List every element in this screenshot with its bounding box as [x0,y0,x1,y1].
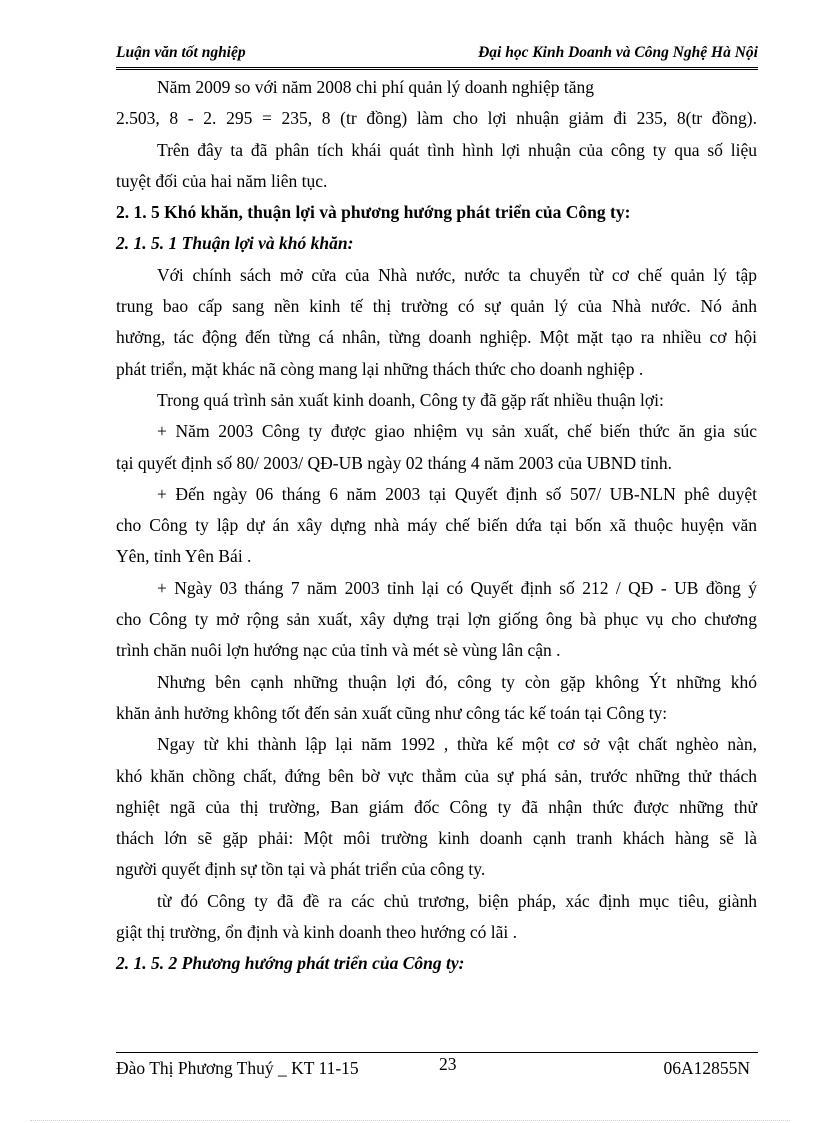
page-number: 23 [439,1054,457,1074]
text-line: cho Công ty mở rộng sản xuất, xây dựng trại lợn giống ông bà phục vụ cho chương [116,609,757,630]
text-line: Ngay từ khi thành lập lại năm 1992 , thừa kế một cơ sở vật chất nghèo nàn, [157,734,757,755]
paragraph-advantages-intro [116,385,757,416]
text-line: Với chính sách mở cửa của Nhà nước, nước ta chuyển từ cơ chế quản lý tập [157,264,757,285]
paragraph-founding-1992 [116,729,757,885]
text-line: + Đến ngày 06 tháng 6 năm 2003 tại Quyết định số 507/ UB-NLN phê duyệt [157,483,757,504]
bottom-dotted-border [30,1120,790,1121]
text-line: từ đó Công ty đã đề ra các chủ trương, biện pháp, xác định mục tiêu, giành [157,890,757,911]
text-line: cho Công ty lập dự án xây dựng nhà máy chế biến dứa tại bốn xã thuộc huyện văn [116,515,757,536]
section-heading-2-1-5-1: 2. 1. 5. 1 Thuận lợi và khó khăn: [116,233,354,254]
text-line: Nhưng bên cạnh những thuận lợi đó, công ty còn gặp không Ýt những khó [157,671,757,692]
text-line: khăn ảnh hưởng không tốt đến sản xuất cũng như công tác kế toán tại Công ty: [116,702,668,723]
text-line: Yên, tỉnh Yên Bái . [116,546,252,567]
text-line: Trong quá trình sản xuất kinh doanh, Công ty đã gặp rất nhiều thuận lợi: [157,389,664,410]
text-line: + Ngày 03 tháng 7 năm 2003 tỉnh lại có Quyết định số 212 / QĐ - UB đồng ý [157,577,757,598]
paragraph-advantage-2003-task [116,416,757,479]
header-thesis-label: Luận văn tốt nghiệp [116,44,246,61]
text-line: phát triển, mặt khác nã còng mang lại những thách thức cho doanh nghiệp . [116,358,644,379]
text-line: giật thị trường, ổn định và kinh doanh theo hướng có lãi . [116,922,518,943]
text-line: tại quyết định số 80/ 2003/ QĐ-UB ngày 02 tháng 4 năm 2003 của UBND tỉnh. [116,452,673,473]
header-university-name: Đại học Kinh Doanh và Công Nghệ Hà Nội [478,44,758,61]
text-line: khó khăn chồng chất, đứng bên bờ vực thẳm của sự phá sản, trước những thử thách [116,765,757,786]
text-line: nghiệt ngã của thị trường, Ban giám đốc Công ty đã nhận thức được những thử [116,796,757,817]
student-code: 06A12855N [663,1058,750,1078]
paragraph-difficulties-intro [116,667,757,730]
paragraph-advantage-pig-farm [116,573,757,667]
text-line: trung bao cấp sang nền kinh tế thị trường có sự quản lý của Nhà nước. Nó ảnh [116,296,757,317]
text-line: hưởng, tác động đến từng cá nhân, từng doanh nghiệp. Một mặt tạo ra nhiều cơ hội [116,327,757,348]
text-line: + Năm 2003 Công ty được giao nhiệm vụ sản xuất, chế biến thức ăn gia súc [157,421,757,442]
text-line: thách lớn sẽ gặp phải: Một môi trường kinh doanh cạnh tranh khách hàng sẽ là [116,828,757,849]
text-line: Trên đây ta đã phân tích khái quát tình hình lợi nhuận của công ty qua số liệu [157,139,757,160]
footer-author: Đào Thị Phương Thuý _ KT 11-15 [116,1058,359,1078]
text-line: người quyết định sự tồn tại và phát triển của công ty. [116,859,486,880]
footer-rule [116,1052,758,1053]
header-rule [116,67,758,70]
text-line: trình chăn nuôi lợn hướng nạc của tỉnh và mét sè vùng lân cận . [116,640,561,661]
document-body [116,72,757,980]
page-footer [116,1054,758,1084]
text-line: tuyệt đối của hai năm liên tục. [116,170,328,191]
page-header [116,40,758,64]
text-line: Năm 2009 so với năm 2008 chi phí quản lý doanh nghiệp tăng [157,77,594,97]
paragraph-summary [116,135,757,198]
paragraph-policies [116,886,757,949]
section-heading-2-1-5: 2. 1. 5 Khó khăn, thuận lợi và phương hướng phát triển của Công ty: [116,202,631,223]
paragraph-advantage-pineapple-project [116,479,757,573]
paragraph-cost-comparison [116,72,757,135]
section-heading-2-1-5-2: 2. 1. 5. 2 Phương hướng phát triển của Công ty: [116,953,465,974]
paragraph-open-policy [116,260,757,385]
text-line: 2.503, 8 - 2. 295 = 235, 8 (tr đồng) làm cho lợi nhuận giảm đi 235, 8(tr đồng). [116,108,757,129]
